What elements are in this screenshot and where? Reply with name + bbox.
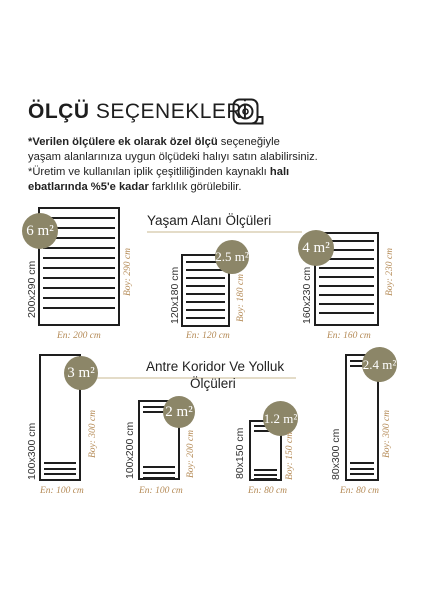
intro-line-1-bold: *Verilen ölçülere ek olarak özel ölçü [28,136,218,148]
rug-stripe [319,276,374,278]
rug-width-label: En: 80 cm [248,486,288,496]
intro-line-4-rest: farklılık görülebilir. [148,181,242,193]
rug-stripe [43,257,115,259]
measuring-tape-icon [232,98,264,126]
living-section-underline [147,231,302,233]
area-badge: 2 m² [163,396,195,428]
rug-width-label: En: 80 cm [340,486,380,496]
rug-length-label: Boy: 180 cm [236,273,246,322]
area-badge: 4 m² [298,230,334,266]
rug-length-label: Boy: 200 cm [186,429,196,478]
intro-line-3-bold: halı [269,166,290,178]
corridor-section-title-2: Ölçüleri [190,376,236,391]
rug-stripe [254,469,277,471]
rug-stripe [43,297,115,299]
rug-stripe [43,277,115,279]
intro-line-4 [28,180,241,195]
rug-stripe [143,466,175,468]
area-badge: 3 m² [64,356,98,390]
rug-width-label: En: 100 cm [40,486,84,496]
rug-stripe [319,285,374,287]
rug-length-label: Boy: 290 cm [123,247,133,296]
rug-stripe [143,472,175,474]
rug-width-label: En: 160 cm [327,331,371,341]
rug-length-label: Boy: 300 cm [382,409,392,458]
rug-stripe [44,468,76,470]
rug-stripe [319,312,374,314]
rug-stripe [43,307,115,309]
rug-stripe [186,293,225,295]
rug-size-label: 200x290 cm [26,260,38,318]
rug-stripe [350,473,374,475]
rug-stripe [319,294,374,296]
rug-stripe [350,468,374,470]
rug-length-label: Boy: 150 cm [285,431,295,480]
rug-stripe [186,301,225,303]
area-badge: 2.5 m² [215,240,249,274]
rug-stripe [186,317,225,319]
intro-line-4-bold: ebatlarında %5'e kadar [28,181,149,193]
page-title [28,100,248,124]
area-badge: 6 m² [22,213,58,249]
rug-stripe [143,477,175,479]
intro-line-1-rest: seçeneğiyle [217,136,280,148]
rug-size-label: 80x150 cm [234,427,246,479]
rug-stripe [186,309,225,311]
rug-stripe [186,269,225,271]
title-rest: SEÇENEKLERİ [95,100,249,123]
rug-stripe [319,303,374,305]
area-badge: 2.4 m² [362,347,397,382]
intro-line-1 [28,135,280,150]
rug-size-label: 80x300 cm [330,428,342,480]
living-section-title: Yaşam Alanı Ölçüleri [147,213,272,228]
intro-line-3-rest: *Üretim ve kullanılan iplik çeşitliliğinden kaynaklı [28,166,270,178]
intro-line-2: yaşam alanlarınıza uygun ölçüdeki halıyı satın alabilirsiniz. [28,151,318,163]
rug-length-label: Boy: 230 cm [385,247,395,296]
rug-stripe [254,478,277,480]
intro-line-3 [28,165,289,180]
rug-stripe [186,285,225,287]
rug-stripe [319,267,374,269]
rug-size-label: 120x180 cm [169,266,181,324]
rug-stripe [44,462,76,464]
corridor-section-title-1: Antre Koridor Ve Yolluk [146,359,285,374]
rug-stripe [43,247,115,249]
rug-size-label: 100x300 cm [26,422,38,480]
rug-stripe [350,462,374,464]
title-bold: ÖLÇÜ [28,100,90,123]
rug-stripe [254,474,277,476]
rug-stripe [43,267,115,269]
rug-width-label: En: 120 cm [186,331,230,341]
rug-length-label: Boy: 300 cm [88,409,98,458]
rug-size-label: 100x200 cm [124,421,136,479]
rug-stripe [43,287,115,289]
rug-size-label: 160x230 cm [301,266,313,324]
rug-width-label: En: 100 cm [139,486,183,496]
rug-width-label: En: 200 cm [57,331,101,341]
rug-stripe [186,277,225,279]
rug-stripe [44,473,76,475]
area-badge: 1.2 m² [263,401,298,436]
